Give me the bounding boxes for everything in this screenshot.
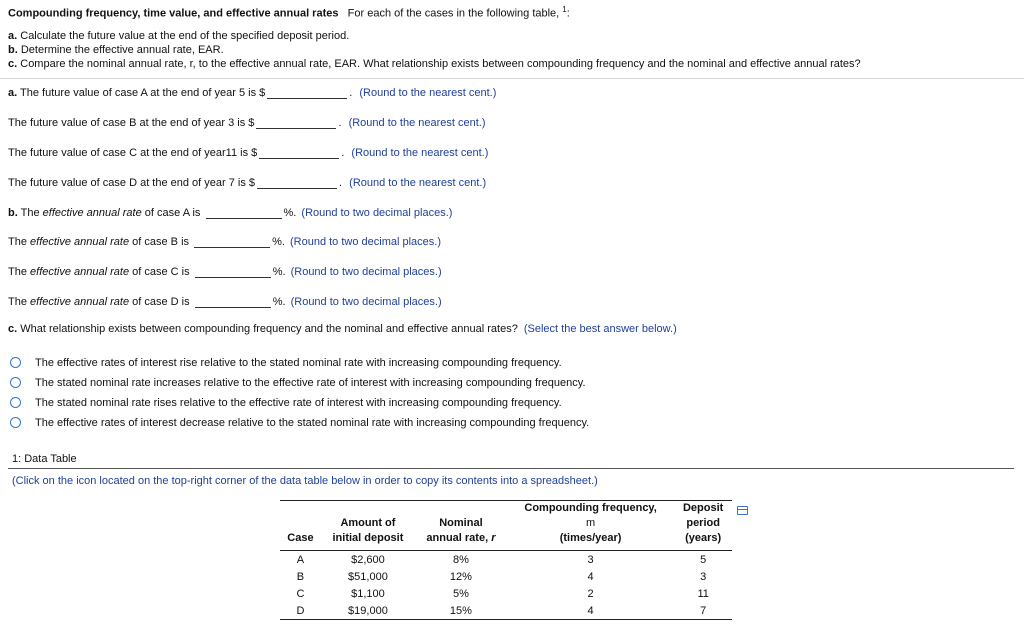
part-b-line-b: The effective annual rate of case B is %. (Round to two decimal places.) [8, 236, 441, 248]
option-3-radio[interactable] [10, 397, 21, 408]
footnote-ref[interactable]: 1 [562, 5, 567, 14]
part-a-line-a: a. The future value of case A at the end of year 5 is $ . (Round to the nearest cent.) [8, 87, 497, 99]
option-2-label[interactable]: The stated nominal rate increases relative to the effective rate of interest with increasing compounding frequency. [35, 377, 586, 389]
option-1-label[interactable]: The effective rates of interest rise relative to the stated nominal rate with increasing compounding frequency. [35, 357, 562, 369]
fv-case-d-input[interactable] [257, 176, 337, 189]
fv-case-a-input[interactable] [267, 86, 347, 99]
part-b-label: b. [8, 207, 18, 219]
data-table-instruction: (Click on the icon located on the top-right corner of the data table below in order to copy its contents into a spreadsheet.) [12, 475, 598, 487]
table-row: A $2,600 8% 3 5 [296, 553, 707, 566]
task-a: a. Calculate the future value at the end of the specified deposit period. [8, 30, 350, 42]
ear-case-d-input[interactable] [195, 295, 271, 308]
part-a-line-b: The future value of case B at the end of year 3 is $ . (Round to the nearest cent.) [8, 117, 486, 129]
fv-case-b-input[interactable] [256, 116, 336, 129]
ear-case-a-input[interactable] [206, 206, 282, 219]
option-1-radio[interactable] [10, 357, 21, 368]
col-nominal: Nominal annual rate, r [415, 501, 507, 551]
question-intro: For each of the cases in the following table, [347, 7, 560, 20]
question-header: Compounding frequency, time value, and effective annual rates For each of the cases in the following table, $^1$: [8, 5, 570, 20]
col-frequency: Compounding frequency, m (times/year) [507, 501, 674, 551]
table-row: C $1,100 5% 2 11 [296, 587, 709, 600]
task-c: c. Compare the nominal annual rate, r, to the effective annual rate, EAR. What relationship exists between compounding frequency and the nominal and effective annual rates? [8, 58, 861, 70]
ear-case-c-input[interactable] [195, 265, 271, 278]
part-c-label: c. [8, 323, 18, 335]
task-b-text: Determine the effective annual rate, EAR. [20, 44, 224, 56]
divider [0, 78, 1024, 79]
col-amount: Amount of initial deposit [321, 501, 415, 551]
ear-case-b-input[interactable] [194, 235, 270, 248]
fv-case-c-input[interactable] [259, 146, 339, 159]
part-c-question: c. What relationship exists between compounding frequency and the nominal and effective annual rates? (Select the best answer below.) [8, 323, 677, 335]
option-3-label[interactable]: The stated nominal rate rises relative to the effective rate of interest with increasing compounding frequency. [35, 397, 562, 409]
option-2-radio[interactable] [10, 377, 21, 388]
part-b-line-d: The effective annual rate of case D is %. (Round to two decimal places.) [8, 296, 442, 308]
part-a-line-c: The future value of case C at the end of year11 is $ . (Round to the nearest cent.) [8, 147, 489, 159]
col-period: Deposit period (years) [674, 501, 732, 551]
task-b: b. Determine the effective annual rate, EAR. [8, 44, 224, 56]
part-b-line-a: b. The effective annual rate of case A is %. (Round to two decimal places.) [8, 207, 453, 219]
part-a-label: a. [8, 87, 18, 99]
part-a-line-d: The future value of case D at the end of year 7 is $ . (Round to the nearest cent.) [8, 177, 487, 189]
data-table [280, 500, 732, 620]
table-row: B $51,000 12% 4 3 [296, 570, 707, 583]
question-title: Compounding frequency, time value, and effective annual rates [8, 7, 339, 20]
data-table-heading: 1: Data Table [12, 453, 77, 465]
copy-table-icon[interactable] [737, 506, 748, 515]
part-b-line-c: The effective annual rate of case C is %. (Round to two decimal places.) [8, 266, 442, 278]
table-row: D $19,000 15% 4 7 [280, 602, 732, 620]
col-case: Case [280, 501, 321, 551]
option-4-radio[interactable] [10, 417, 21, 428]
option-4-label[interactable]: The effective rates of interest decrease relative to the stated nominal rate with increasing compounding frequency. [35, 417, 590, 429]
data-table-divider [8, 468, 1014, 469]
